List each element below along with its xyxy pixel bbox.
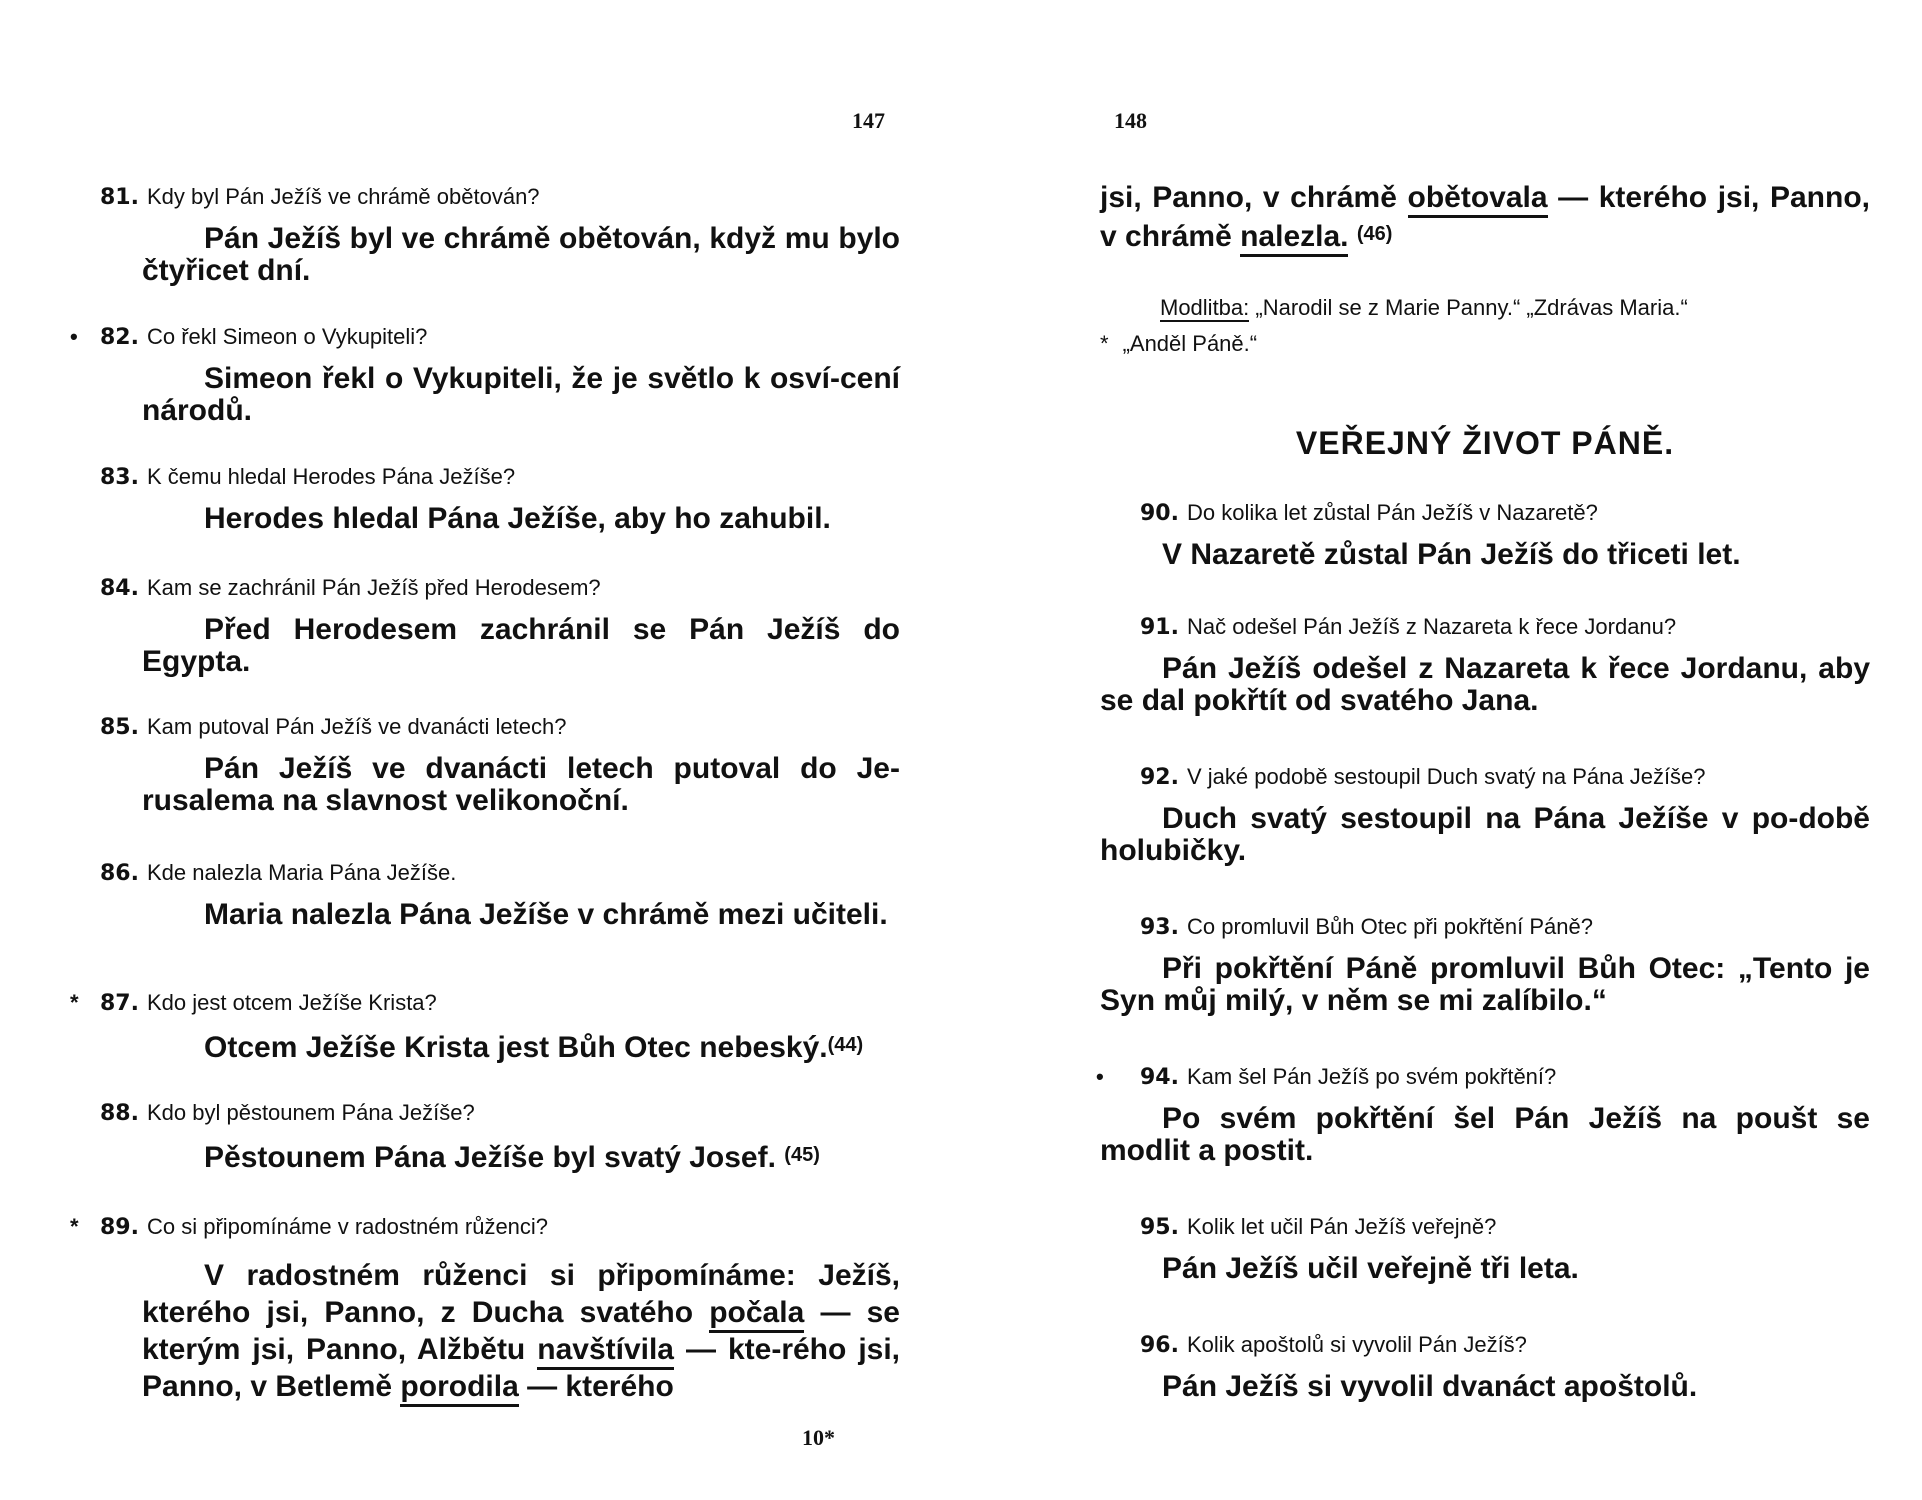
qa-item-85: [60, 712, 900, 817]
answer-text: Po svém pokřtění šel Pán Ježíš na poušt se modlit a postit.: [1100, 1102, 1870, 1167]
qa-item-83: [60, 462, 900, 535]
question-text: Co promluvil Bůh Otec při pokřtění Páně?: [1186, 914, 1593, 939]
underlined-word: porodila: [400, 1370, 518, 1407]
continued-answer: jsi, Panno, v chrámě obětovala — kterého jsi, Panno, v chrámě nalezla. $^{(46)}$: [1100, 180, 1870, 255]
question-text: Kolik apoštolů si vyvolil Pán Ježíš?: [1186, 1332, 1527, 1357]
question-text: Kdo jest otcem Ježíše Krista?: [146, 990, 437, 1015]
answer-text: Pán Ježíš si vyvolil dvanáct apoštolů.: [1162, 1370, 1698, 1403]
page-number-right: 148: [1114, 108, 1147, 133]
question-number: 89.: [100, 1215, 139, 1240]
question-number: 86.: [100, 861, 139, 886]
qa-item-86: [60, 858, 900, 931]
answer-text: Duch svatý sestoupil na Pána Ježíše v po-době holubičky.: [1100, 802, 1870, 867]
qa-item-96: [1100, 1330, 1870, 1403]
question-text: Do kolika let zůstal Pán Ježíš v Nazaretě?: [1186, 500, 1598, 525]
question-number: 84.: [100, 576, 139, 601]
right-page: [1096, 0, 1870, 1500]
underlined-word: obětovala: [1408, 181, 1548, 218]
qa-item-90: [1100, 498, 1870, 571]
footnote-ref: (45): [784, 1144, 820, 1166]
question-number: 95.: [1140, 1215, 1179, 1240]
answer-text: Pěstounem Pána Ježíše byl svatý Josef.: [204, 1141, 776, 1174]
question-number: 93.: [1140, 915, 1179, 940]
question-number: 88.: [100, 1101, 139, 1126]
answer-text: Pán Ježíš ve dvanácti letech putoval do Je-rusalema na slavnost velikonoční.: [142, 752, 900, 817]
star-marker: •: [1096, 1064, 1104, 1089]
qa-item-84: [60, 573, 900, 678]
underlined-word: počala: [709, 1296, 804, 1333]
answer-text: Pán Ježíš odešel z Nazareta k řece Jordanu, aby se dal pokřtít od svatého Jana.: [1100, 652, 1870, 717]
prayer-note: Modlitba: „Narodil se z Marie Panny.“ „Zdrávas Maria.“ * „Anděl Páně.“: [1100, 295, 1688, 356]
qa-item-94: [1096, 1062, 1870, 1167]
question-number: 87.: [100, 991, 139, 1016]
question-text: Kolik let učil Pán Ježíš veřejně?: [1186, 1214, 1497, 1239]
left-page: [60, 0, 900, 1500]
star-marker: *: [70, 1214, 79, 1239]
question-text: Kam se zachránil Pán Ježíš před Herodesem?: [146, 575, 601, 600]
underlined-word: navštívila: [537, 1333, 674, 1370]
footnote-ref: (46): [1356, 223, 1393, 245]
qa-item-92: [1100, 762, 1870, 867]
question-number: 83.: [100, 465, 139, 490]
page-number-left: 147: [852, 108, 885, 133]
question-text: K čemu hledal Herodes Pána Ježíše?: [146, 464, 516, 489]
underlined-word: nalezla.: [1240, 220, 1348, 257]
question-text: Kdy byl Pán Ježíš ve chrámě obětován?: [146, 184, 540, 209]
answer-text: Maria nalezla Pána Ježíše v chrámě mezi učiteli.: [204, 898, 888, 931]
question-number: 81.: [100, 185, 139, 210]
question-number: 94.: [1140, 1065, 1179, 1090]
answer-text: Pán Ježíš učil veřejně tři leta.: [1162, 1252, 1579, 1285]
answer-text: Před Herodesem zachránil se Pán Ježíš do Egypta.: [142, 613, 900, 678]
question-text: Co řekl Simeon o Vykupiteli?: [146, 324, 428, 349]
answer-text: Pán Ježíš byl ve chrámě obětován, když mu bylo čtyřicet dní.: [142, 222, 900, 287]
question-text: Co si připomínáme v radostném růženci?: [146, 1214, 549, 1239]
footnote-ref: (44): [827, 1034, 864, 1056]
section-heading: VEŘEJNÝ ŽIVOT PÁNĚ.: [1295, 425, 1675, 461]
qa-item-82: [60, 322, 900, 427]
qa-item-81: [60, 182, 900, 287]
star-marker: •: [70, 324, 78, 349]
signature-mark: 10*: [802, 1425, 835, 1450]
answer-text: Při pokřtění Páně promluvil Bůh Otec: „Tento je Syn můj milý, v něm se mi zalíbilo.“: [1100, 952, 1870, 1017]
star-marker: *: [70, 990, 79, 1015]
answer-text: V radostném růženci si připomínáme: Ježíš, kterého jsi, Panno, z Ducha svatého počala — se kterým jsi, Panno, Alžbětu navštívila — kte-rého jsi, Panno, v Betlemě porodila — kterého: [60, 1257, 900, 1405]
question-number: 82.: [100, 325, 139, 350]
question-number: 90.: [1140, 501, 1179, 526]
answer-text: V Nazaretě zůstal Pán Ježíš do třiceti let.: [1162, 538, 1741, 571]
question-text: Nač odešel Pán Ježíš z Nazareta k řece Jordanu?: [1186, 614, 1677, 639]
qa-item-95: [1100, 1212, 1870, 1285]
qa-item-93: [1100, 912, 1870, 1017]
answer-text: Otcem Ježíše Krista jest Bůh Otec nebeský.: [204, 1031, 828, 1064]
question-number: 91.: [1140, 615, 1179, 640]
answer-text: Herodes hledal Pána Ježíše, aby ho zahubil.: [204, 502, 831, 535]
question-text: Kam šel Pán Ježíš po svém pokřtění?: [1186, 1064, 1557, 1089]
question-number: 92.: [1140, 765, 1179, 790]
question-text: Kam putoval Pán Ježíš ve dvanácti letech?: [146, 714, 567, 739]
question-text: Kde nalezla Maria Pána Ježíše.: [146, 860, 457, 885]
qa-item-89: [60, 1212, 900, 1405]
answer-text: Simeon řekl o Vykupiteli, že je světlo k osví-cení národů.: [142, 362, 900, 427]
question-number: 96.: [1140, 1333, 1179, 1358]
qa-item-88: [60, 1098, 900, 1174]
qa-item-87: [60, 988, 900, 1064]
question-number: 85.: [100, 715, 139, 740]
prayer-label: Modlitba:: [1160, 295, 1250, 320]
question-text: Kdo byl pěstounem Pána Ježíše?: [146, 1100, 475, 1125]
question-text: V jaké podobě sestoupil Duch svatý na Pána Ježíše?: [1186, 764, 1706, 789]
star-marker: *: [1100, 331, 1109, 356]
qa-item-91: [1100, 612, 1870, 717]
